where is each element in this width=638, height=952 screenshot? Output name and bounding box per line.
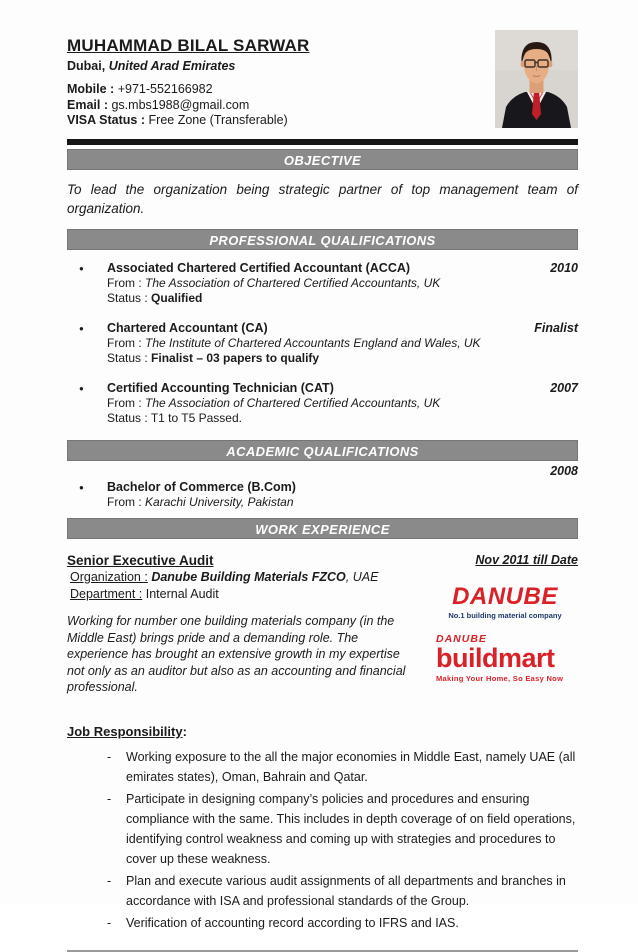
section-header-objective: OBJECTIVE <box>67 149 578 170</box>
location-city: Dubai, <box>67 59 106 73</box>
danube-logo-tagline: No.1 building material company <box>448 611 562 620</box>
qualification-year: Finalist <box>534 320 578 335</box>
bullet-icon <box>67 479 107 511</box>
contact-block <box>67 82 495 129</box>
header <box>67 36 578 129</box>
objective-text: To lead the organization being strategic partner of top management team of organization. <box>67 181 578 216</box>
buildmart-logo-brand: DANUBE <box>436 633 487 645</box>
qualification-title: Certified Accounting Technician (CAT) <box>107 380 334 395</box>
responsibility-item: - Verification of accounting record according to IFRS and IAS. <box>105 913 578 933</box>
responsibility-item: - Participate in designing company’s policies and procedures and ensuring compliance with the same. This includes in depth coverage of on field operations, identifying control weakness and coming up with strategies and procedures to cover up these weakness. <box>105 789 578 869</box>
qualification-item <box>67 380 578 427</box>
qualification-year: 2010 <box>550 260 578 275</box>
professional-qualifications-list <box>67 250 578 427</box>
responsibility-item: - Working exposure to the all the major economies in Middle East, namely UAE (all emirates states), Oman, Bahrain and Qatar. <box>105 747 578 787</box>
profile-photo <box>495 30 578 128</box>
section-header-academic-qualifications: ACADEMIC QUALIFICATIONS <box>67 440 578 461</box>
academic-item <box>67 479 578 511</box>
qualification-item <box>67 260 578 307</box>
qualification-item <box>67 320 578 367</box>
degree-from: From : Karachi University, Pakistan <box>107 494 294 509</box>
danube-logo <box>432 585 578 620</box>
job-title: Senior Executive Audit <box>67 553 214 568</box>
qualification-year: 2007 <box>550 380 578 395</box>
degree-title: Bachelor of Commerce (B.Com) <box>107 479 296 494</box>
header-divider-bar <box>67 139 578 145</box>
contact-visa-status: VISA Status : Free Zone (Transferable) <box>67 113 288 127</box>
candidate-name: MUHAMMAD BILAL SARWAR <box>67 36 310 55</box>
qualification-status: Status : T1 to T5 Passed. <box>107 411 242 425</box>
qualification-status: Status : Qualified <box>107 291 203 305</box>
bullet-icon <box>67 320 107 367</box>
location-country: United Arad Emirates <box>108 59 236 73</box>
academic-year: 2008 <box>550 463 578 478</box>
contact-email: Email : gs.mbs1988@gmail.com <box>67 97 250 112</box>
qualification-from: From : The Association of Chartered Certified Accountants, UK <box>107 275 441 290</box>
employment-dates: Nov 2011 till Date <box>475 553 578 567</box>
section-header-professional-qualifications: PROFESSIONAL QUALIFICATIONS <box>67 229 578 250</box>
candidate-location <box>67 59 495 73</box>
portrait-illustration <box>495 30 578 128</box>
qualification-title: Associated Chartered Certified Accountant (ACCA) <box>107 260 411 275</box>
contact-mobile: Mobile : +971-552166982 <box>67 82 213 96</box>
role-summary: Working for number one building materials company (in the Middle East) brings pride and a demanding role. The experience has brought an extensive growth in my expertise not only as an auditor but also as an accounting and financial professional. <box>67 614 406 694</box>
job-responsibility-heading: Job Responsibility: <box>67 724 187 739</box>
qualification-status: Status : Finalist – 03 papers to qualify <box>107 351 320 365</box>
qualification-from: From : The Institute of Chartered Accountants England and Wales, UK <box>107 335 481 350</box>
buildmart-logo-tagline: Making Your Home, So Easy Now <box>436 674 564 683</box>
section-header-work-experience: WORK EXPERIENCE <box>67 518 578 539</box>
organization-line: Organization : Danube Building Materials FZCO, UAE <box>70 570 379 584</box>
responsibility-item: - Plan and execute various audit assignments of all departments and branches in accordance with ISA and professional standards of the Group. <box>105 871 578 911</box>
bullet-icon <box>67 380 107 427</box>
qualification-from: From : The Association of Chartered Certified Accountants, UK <box>107 395 441 410</box>
bullet-icon <box>67 260 107 307</box>
department-line: Department : Internal Audit <box>70 586 219 601</box>
header-identity <box>67 36 495 129</box>
work-experience-block <box>67 552 578 708</box>
danube-logo-wordmark: DANUBE <box>452 583 558 610</box>
buildmart-logo <box>432 634 578 683</box>
buildmart-logo-wordmark: buildmart <box>436 643 555 673</box>
qualification-title: Chartered Accountant (CA) <box>107 320 268 335</box>
job-responsibility-list <box>67 747 578 933</box>
